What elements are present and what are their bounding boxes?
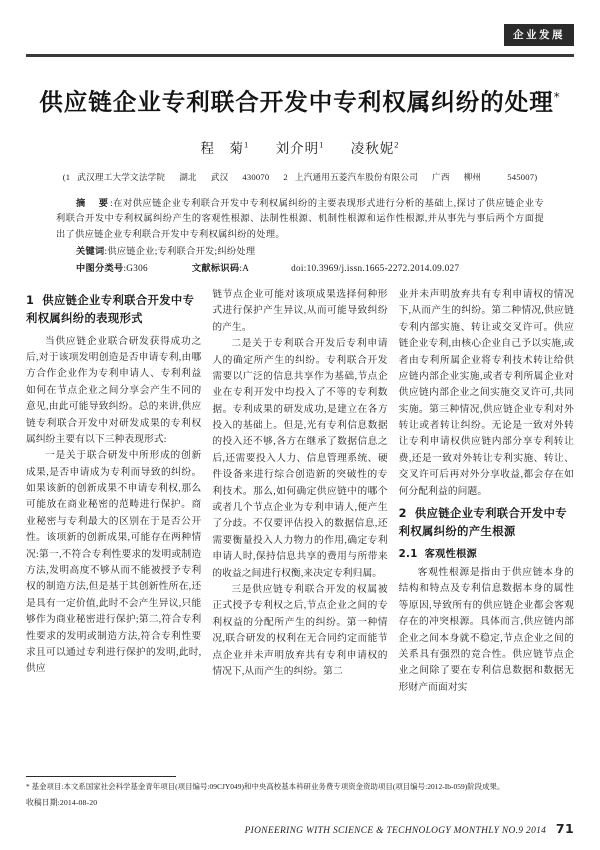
column-1 xyxy=(26,287,201,757)
received-label: 收稿日期 xyxy=(26,798,58,807)
author-2-affil-mark: 1 xyxy=(319,139,325,149)
affil-org-2: 上汽通用五菱汽车股份有限公司 xyxy=(294,171,419,182)
author-2 xyxy=(276,141,325,156)
page-title xyxy=(26,83,574,117)
section-2-title: 供应链企业专利联合开发中专利权属纠纷的产生根源 xyxy=(398,507,567,539)
author-1 xyxy=(201,141,250,156)
author-2-name: 刘介明 xyxy=(275,140,320,156)
journal-year: 2014 xyxy=(526,826,547,836)
column-2 xyxy=(212,287,387,757)
journal-issue: NO.9 xyxy=(501,826,524,836)
author-3 xyxy=(351,141,400,156)
abstract-paragraph xyxy=(56,196,544,243)
abstract-label: 摘 要 xyxy=(76,197,111,208)
section-1-number: 1 xyxy=(26,293,35,307)
category-badge: 企业发展 xyxy=(504,24,574,46)
clc-label: 中图分类号 xyxy=(76,263,124,274)
affil-province-1: 湖北 xyxy=(179,171,197,182)
section-2-1-number: 2.1 xyxy=(398,548,418,560)
affil-city-1: 武汉 xyxy=(210,171,229,182)
doc-code-value: :A xyxy=(239,263,250,274)
header-divider xyxy=(26,54,574,57)
abstract-text: 在对供应链企业专利联合开发中专利权属纠纷的主要表现形式进行分析的基础上,探讨了供应链企业专利联合开发中专利权属纠纷产生的客观性根源、法制性根源、机制性根源和运作性根源,并从事先与事后两个方面提出了供应链企业专利联合开发中专利权属纠纷的处理。 xyxy=(56,197,544,240)
column-3 xyxy=(399,287,574,757)
doi-label: doi xyxy=(291,263,304,274)
title-text: 供应链企业专利联合开发中专利权属纠纷的处理 xyxy=(39,87,554,116)
abstract-block xyxy=(56,196,544,278)
paragraph: 业并未声明放弃共有专利申请权的情况下,从而产生的纠纷。第二种情况,供应链专利内部实施、转让或交叉许可。供应链企业专利,由核心企业自己予以实施,或者由专利所属企业将专利技术转让给供应链内部企业实施,或者专利所属企业对供应链内部企业之间实施交叉许可,共同实施。第三种情况,供应链企业专利对外转让或者转让纠纷。无论是一致对外转让专利申请权供应链内部分享专利转让费,还是一致对外转让专利实施、转让、交叉许可后再对外分享收益,都会存在如何分配利益的问题。 xyxy=(398,288,574,497)
affil-index-2: 2 xyxy=(283,171,288,182)
doi-value: :10.3969/j.issn.1665-2272.2014.09.027 xyxy=(303,263,460,274)
affiliation-line xyxy=(26,171,574,183)
abstract-colon: : xyxy=(110,197,114,208)
keywords-colon: : xyxy=(104,245,108,256)
author-1-name: 程 菊 xyxy=(200,140,244,156)
page-number: 71 xyxy=(555,821,574,836)
received-date xyxy=(26,797,574,808)
keywords-label: 关键词 xyxy=(76,245,105,256)
received-value: :2014-08-20 xyxy=(57,798,98,807)
title-footnote-mark: * xyxy=(553,89,561,104)
funding-footnote: * 基金项目:本文系国家社会科学基金青年项目(项目编号:09CJY049)和中央高校基本科研业务费专项资金资助项目(项目编号:2012-Ib-059)阶段成果。 xyxy=(26,782,505,792)
body-columns xyxy=(26,287,574,757)
section-2-heading xyxy=(399,505,574,542)
journal-name: PIONEERING WITH SCIENCE & TECHNOLOGY MONTHLY xyxy=(244,826,500,836)
keywords-line xyxy=(56,243,544,260)
footnote-block xyxy=(26,776,574,808)
author-3-name: 凌秋妮 xyxy=(350,140,395,156)
paragraph: 二是关于专利联合开发后专利申请人的确定所产生的纠纷。专利联合开发需要以广泛的信息共享作为基础,节点企业在专利开发中均投入了不等的专利数据。专利成果的研发成功,是建立在各方投入的基础上。但是,光有专利信息数据的投入还不够,各方在继承了数据信息之后,还需要投入人力、信息管理系统、硬件设备来进行综合创造新的突破性的专利技术。那么,如何确定供应链中的哪个或者几个节点企业为专利申请人,便产生了分歧。不仅要评估投入的数据信息,还需要衡量投入人力物力的作用,确定专利申请人时,保持信息共享的费用与所带来的收益之间进行权衡,来决定专利归属。 xyxy=(212,338,388,579)
affil-city-2: 柳州 xyxy=(463,171,482,182)
footnote-divider xyxy=(26,776,176,777)
section-2-1-title: 客观性根源 xyxy=(424,548,478,560)
paragraph: 一是关于联合研发中所形成的创新成果,是否申请成为专利而导致的纠纷。如果该新的创新成果不申请专利权,那么可能放在商业秘密的范畴进行保护。商业秘密与专利最大的区别在于是否公开性。该项新的创新成果,可能存在两种情况:第一,不符合专利性要求的发明或制造方法,发明高度不够从而不能被授予专利权的制造方法,但是基于其创新性所在,还是具有一定价值,此时不会产生异议,只能够作为商业秘密进行保护;第二,符合专利性要求的发明或制造方法,符合专利性要求且可以通过专利进行保护的发明,此时,供应 xyxy=(26,450,202,675)
affil-zip-2: 545007) xyxy=(507,171,538,182)
section-2-number: 2 xyxy=(398,507,407,521)
affil-org-1: 武汉理工大学文法学院 xyxy=(77,171,166,182)
paragraph: 客观性根源是指由于供应链本身的结构和特点及专利信息数据本身的属性等原因,导致所有的供应链企业都会客观存在的冲突根源。具体而言,供应链内部企业之间本身就不稳定,节点企业之间的关系具有强烈的竞合性。供应链节点企业之间除了要在专利信息数据和数据无形财产而面对实 xyxy=(398,566,574,693)
section-2-1-heading xyxy=(399,547,574,563)
author-1-affil-mark: 1 xyxy=(244,139,250,149)
clc-value: :G306 xyxy=(123,263,148,274)
classification-line xyxy=(56,260,544,277)
author-3-affil-mark: 2 xyxy=(394,139,400,149)
affil-open: (1 xyxy=(62,171,71,182)
paragraph: 当供应链企业联合研发获得成功之后,对于该项发明创造是否申请专利,由哪方合作企业作为专利申请人、专利利益如何在节点企业之间分享会产生不同的意见,由此可能导致纠纷。总的来讲,供应链专利联合开发中对研发成果的专利权属纠纷主要有以下三种表现形式: xyxy=(26,335,202,445)
page-footer xyxy=(26,821,574,836)
paragraph: 三是供应链专利联合开发的权属被正式授予专利权之后,节点企业之间的专利权益的分配所产生的纠纷。第一种情况,联合研发的权利在无合同约定而能节点企业并未声明放弃共有专利申请权的情况下,从而产生的纠纷。第二 xyxy=(212,583,388,677)
doc-code-label: 文献标识码 xyxy=(191,263,240,274)
section-1-title: 供应链企业专利联合开发中专利权属纠纷的表现形式 xyxy=(26,293,195,326)
affil-zip-1: 430070 xyxy=(242,171,270,182)
page-header xyxy=(26,0,574,52)
affil-province-2: 广西 xyxy=(432,171,450,182)
keywords-value: 供应链企业;专利联合开发;纠纷处理 xyxy=(107,245,256,256)
paragraph: 链节点企业可能对该项成果选择何种形式进行保护产生异议,从而可能导致纠纷的产生。 xyxy=(212,288,388,333)
section-1-heading xyxy=(26,292,201,329)
author-list xyxy=(26,137,574,157)
